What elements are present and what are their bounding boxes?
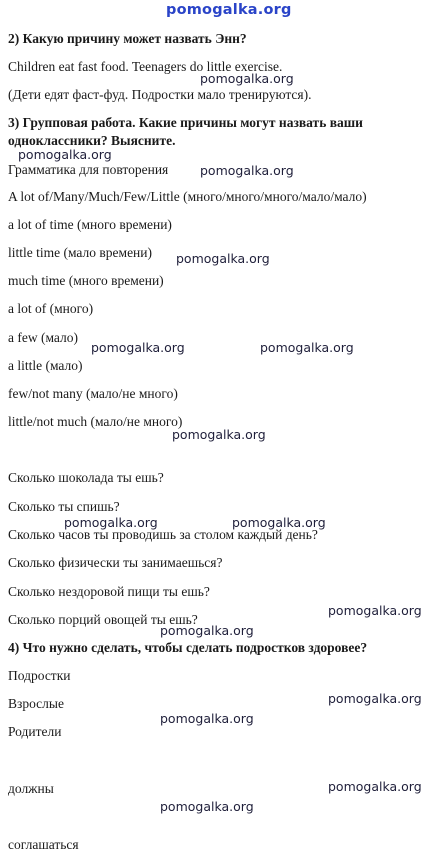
site-header: pomogalka.org — [166, 2, 292, 18]
watermark: pomogalka.org — [200, 71, 294, 86]
watermark: pomogalka.org — [64, 515, 158, 530]
question-item: Сколько порций овощей ты ешь? — [8, 612, 198, 627]
grammar-item: much time (много времени) — [8, 273, 164, 288]
grammar-item: little/not much (мало/не много) — [8, 414, 183, 429]
question-item: Сколько физически ты занимаешься? — [8, 555, 223, 570]
q4-item: Родители — [8, 724, 62, 739]
grammar-title: Грамматика для повторения — [8, 162, 169, 177]
watermark: pomogalka.org — [18, 147, 112, 162]
watermark: pomogalka.org — [328, 779, 422, 794]
grammar-item: a lot of (много) — [8, 301, 94, 316]
q2-heading: 2) Какую причину может назвать Энн? — [8, 31, 247, 46]
watermark: pomogalka.org — [172, 427, 266, 442]
watermark: pomogalka.org — [328, 603, 422, 618]
q2-line2: (Дети едят фаст-фуд. Подростки мало тренируются). — [8, 87, 312, 102]
question-item: Сколько шоколада ты ешь? — [8, 470, 164, 485]
watermark: pomogalka.org — [260, 340, 354, 355]
grammar-item: a few (мало) — [8, 330, 79, 345]
question-item: Сколько нездоровой пищи ты ешь? — [8, 584, 210, 599]
grammar-item: a lot of time (много времени) — [8, 217, 172, 232]
watermark: pomogalka.org — [160, 799, 254, 814]
grammar-item: little time (мало времени) — [8, 245, 153, 260]
watermark: pomogalka.org — [232, 515, 326, 530]
q4-item: Подростки — [8, 668, 71, 683]
q4-item: должны — [8, 781, 54, 796]
question-item: Сколько ты спишь? — [8, 499, 120, 514]
grammar-item: A lot of/Many/Much/Few/Little (много/много/много/мало/мало) — [8, 189, 367, 204]
q4-item: Взрослые — [8, 696, 64, 711]
grammar-item: few/not many (мало/не много) — [8, 386, 178, 401]
watermark: pomogalka.org — [176, 251, 270, 266]
q3-heading-line2: одноклассники? Выясните. — [8, 133, 176, 148]
q3-heading-line1: 3) Групповая работа. Какие причины могут назвать ваши — [8, 115, 363, 130]
watermark: pomogalka.org — [200, 163, 294, 178]
q4-heading: 4) Что нужно сделать, чтобы сделать подростков здоровее? — [8, 640, 368, 655]
question-item: Сколько часов ты проводишь за столом каждый день? — [8, 527, 318, 542]
q2-line1: Children eat fast food. Teenagers do little exercise. — [8, 59, 283, 74]
grammar-item: a little (мало) — [8, 358, 83, 373]
watermark: pomogalka.org — [160, 711, 254, 726]
q4-item: соглашаться — [8, 837, 79, 852]
watermark: pomogalka.org — [328, 691, 422, 706]
watermark: pomogalka.org — [160, 623, 254, 638]
watermark: pomogalka.org — [91, 340, 185, 355]
